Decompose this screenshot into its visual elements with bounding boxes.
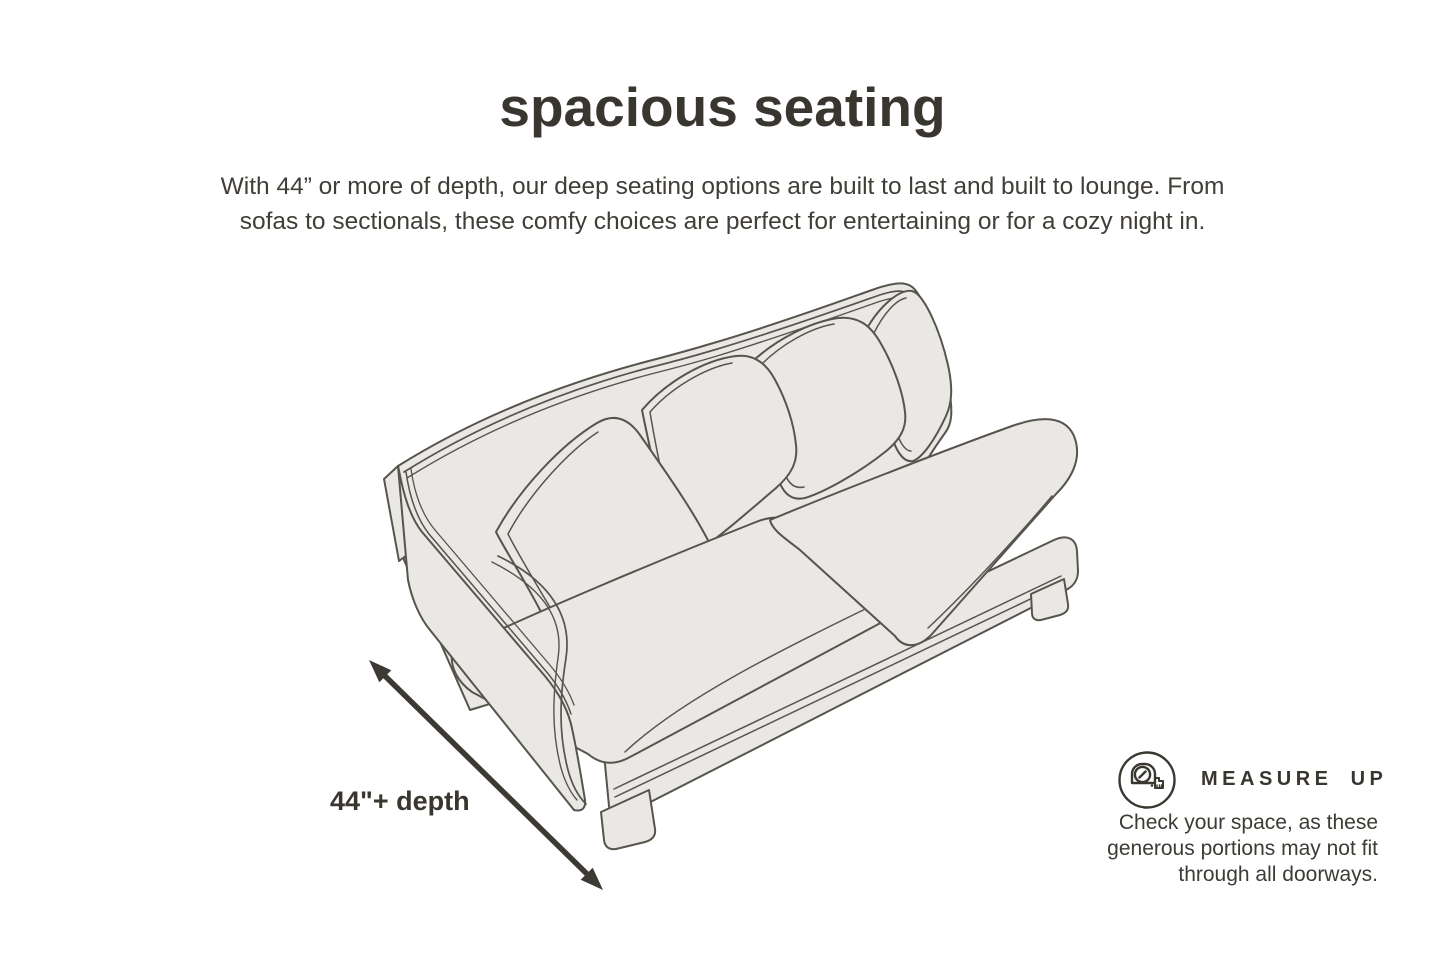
measure-note-line-1: Check your space, as these [1118,811,1378,834]
measure-up-note [1038,810,1378,888]
page-title: spacious seating [499,76,946,138]
intro-line-2: sofas to sectionals, these comfy choices are perfect for entertaining or for a cozy night in. [239,208,1206,235]
measure-note-line-2: generous portions may not fit [1107,837,1378,860]
intro-line-1: With 44” or more of depth, our deep seating options are built to last and built to lounge. From [220,173,1225,200]
depth-dimension-label: 44"+ depth [330,786,470,816]
measure-up-heading: MEASURE UP [1201,768,1388,790]
tape-measure-icon [1116,749,1178,811]
measure-note-line-3: through all doorways. [1178,863,1378,886]
